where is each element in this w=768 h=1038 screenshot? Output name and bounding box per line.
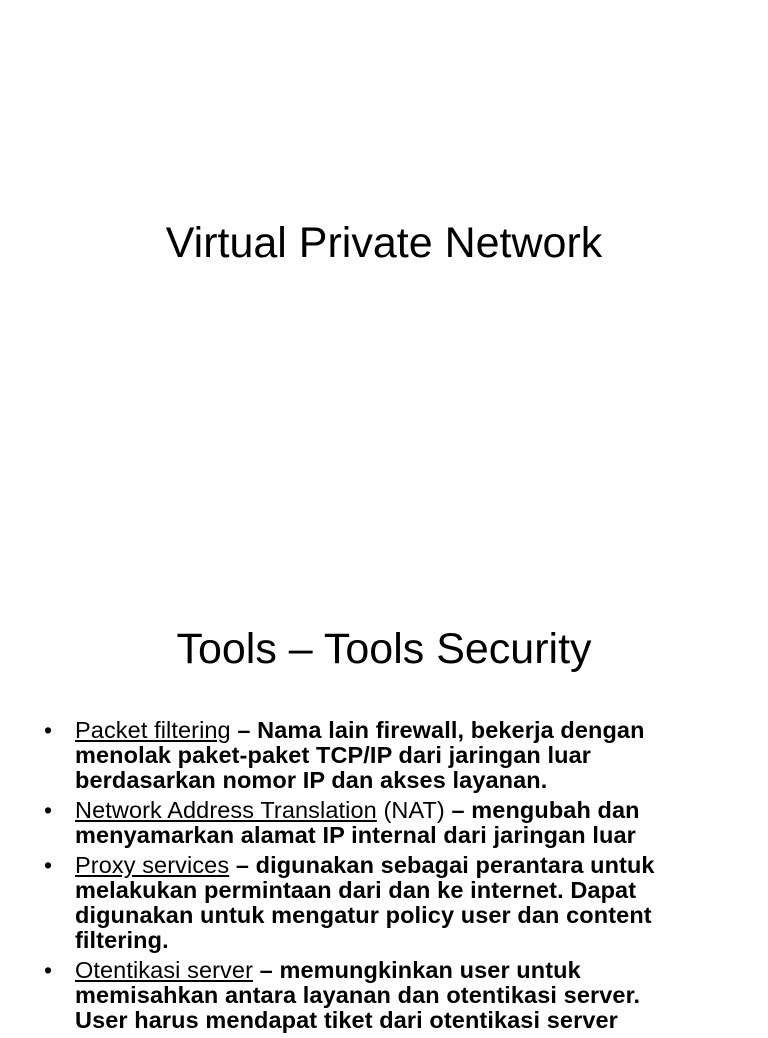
bullet-text: melakukan permintaan dari dan ke internet. Dapat	[75, 877, 637, 903]
bullet-text: berdasarkan nomor IP dan akses layanan.	[75, 767, 548, 793]
bullet-term: Packet filtering	[75, 717, 231, 743]
bullet-dot-icon: •	[44, 852, 53, 878]
bullet-otentikasi-server	[44, 958, 744, 1033]
bullet-text: User harus mendapat tiket dari otentikasi server	[75, 1007, 618, 1033]
bullet-text: menyamarkan alamat IP internal dari jaringan luar	[75, 822, 636, 848]
slide-title-tools-security: Tools – Tools Security	[176, 625, 592, 673]
bullet-text: – Nama lain firewall, bekerja dengan	[230, 717, 645, 743]
bullet-dot-icon: •	[44, 957, 53, 983]
bullet-text: – mengubah dan	[444, 797, 640, 823]
bullet-text: – memungkinkan user untuk	[253, 957, 581, 983]
bullet-text: menolak paket-paket TCP/IP dari jaringan luar	[75, 742, 592, 768]
bullet-list	[44, 718, 744, 1038]
bullet-proxy-services	[44, 853, 744, 953]
bullet-text: – digunakan sebagai perantara untuk	[229, 852, 655, 878]
bullet-abbrev: (NAT)	[376, 797, 445, 823]
bullet-packet-filtering	[44, 718, 744, 793]
bullet-dot-icon: •	[44, 797, 53, 823]
bullet-term: Proxy services	[75, 852, 230, 878]
bullet-term: Network Address Translation	[75, 797, 377, 823]
bullet-nat	[44, 798, 744, 848]
slide-title-vpn: Virtual Private Network	[165, 219, 603, 267]
bullet-text: memisahkan antara layanan dan otentikasi server.	[75, 982, 641, 1008]
bullet-text: digunakan untuk mengatur policy user dan content	[75, 902, 652, 928]
bullet-dot-icon: •	[44, 717, 53, 743]
bullet-term: Otentikasi server	[75, 957, 254, 983]
bullet-text: filtering.	[75, 927, 169, 953]
